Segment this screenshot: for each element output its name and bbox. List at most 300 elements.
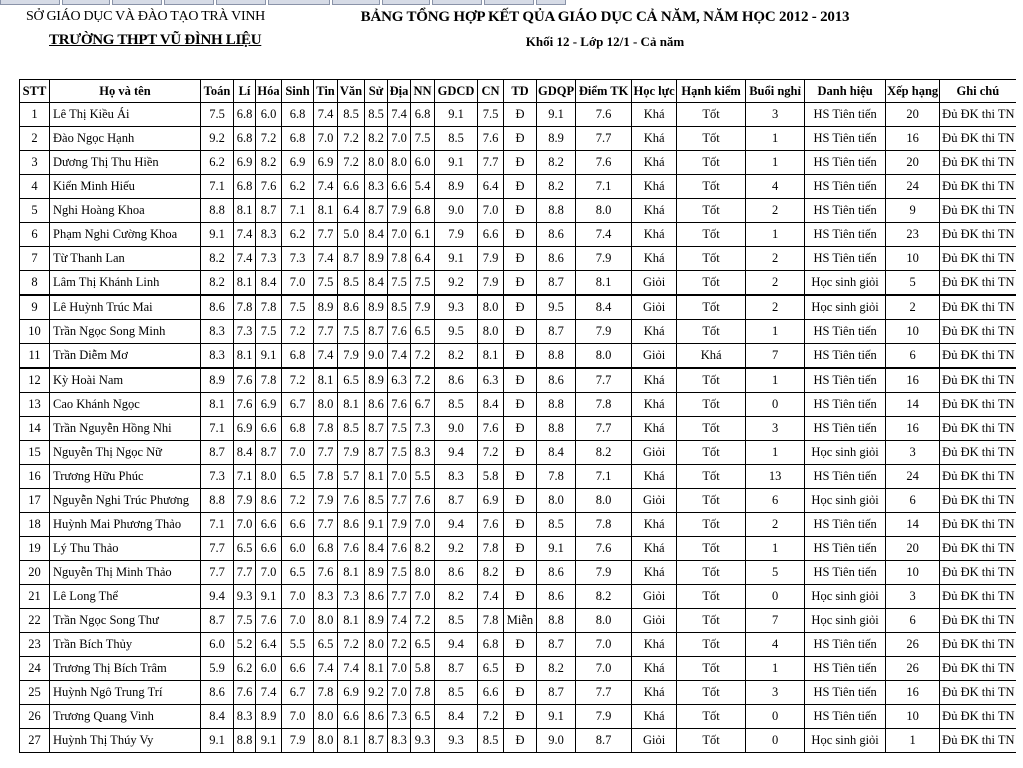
cell-sinh: 7.2 [282, 489, 314, 513]
cell-td: Đ [504, 417, 537, 441]
cell-li: 7.1 [234, 465, 256, 489]
cell-toan: 8.6 [201, 681, 234, 705]
cell-toan: 6.2 [201, 151, 234, 175]
cell-gdcd: 9.4 [435, 441, 478, 465]
cell-nn: 8.3 [411, 441, 435, 465]
cell-hoa: 6.0 [256, 657, 282, 681]
cell-gdqp: 8.6 [537, 561, 576, 585]
cell-cn: 8.4 [478, 393, 504, 417]
cell-xep-hang: 26 [886, 657, 940, 681]
cell-ghi-chu: Đủ ĐK thi TN [940, 513, 1016, 537]
cell-van: 7.6 [338, 489, 365, 513]
cell-xep-hang: 3 [886, 441, 940, 465]
cell-danh-hieu: HS Tiên tiến [805, 393, 886, 417]
cell-stt: 12 [20, 368, 50, 393]
cell-diem-tk: 7.7 [576, 368, 632, 393]
cell-tin: 7.8 [314, 681, 338, 705]
cell-hanh-kiem: Tốt [677, 441, 746, 465]
cell-toan: 8.3 [201, 320, 234, 344]
cell-td: Đ [504, 705, 537, 729]
cell-xep-hang: 24 [886, 465, 940, 489]
cell-danh-hieu: HS Tiên tiến [805, 537, 886, 561]
table-row [20, 681, 1016, 705]
cell-li: 7.4 [234, 223, 256, 247]
cell-stt: 2 [20, 127, 50, 151]
cell-nn: 6.4 [411, 247, 435, 271]
cell-stt: 4 [20, 175, 50, 199]
cell-li: 9.3 [234, 585, 256, 609]
cell-name: Lê Long Thể [50, 585, 201, 609]
cell-danh-hieu: HS Tiên tiến [805, 513, 886, 537]
cell-cn: 5.8 [478, 465, 504, 489]
cell-diem-tk: 7.6 [576, 103, 632, 127]
cell-su: 8.6 [365, 393, 388, 417]
cell-ghi-chu: Đủ ĐK thi TN [940, 320, 1016, 344]
cell-toan: 8.2 [201, 247, 234, 271]
cell-sinh: 7.0 [282, 705, 314, 729]
cell-xep-hang: 26 [886, 633, 940, 657]
cell-name: Nguyễn Thị Minh Thảo [50, 561, 201, 585]
cell-stt: 11 [20, 344, 50, 369]
cell-su: 8.0 [365, 151, 388, 175]
cell-li: 6.8 [234, 127, 256, 151]
cell-van: 8.5 [338, 271, 365, 296]
cell-stt: 20 [20, 561, 50, 585]
cell-hanh-kiem: Khá [677, 344, 746, 369]
cell-cn: 8.5 [478, 729, 504, 753]
cell-diem-tk: 8.2 [576, 585, 632, 609]
cell-hoc-luc: Giỏi [632, 609, 677, 633]
cell-dia: 7.6 [388, 537, 411, 561]
cell-buoi-nghi: 1 [746, 223, 805, 247]
cell-sinh: 5.5 [282, 633, 314, 657]
cell-nn: 7.2 [411, 344, 435, 369]
cell-td: Miễn [504, 609, 537, 633]
cell-tin: 7.4 [314, 175, 338, 199]
column-header-hanh-kiem: Hạnh kiểm [677, 80, 746, 103]
cell-td: Đ [504, 681, 537, 705]
table-row [20, 199, 1016, 223]
cell-ghi-chu: Đủ ĐK thi TN [940, 368, 1016, 393]
cell-cn: 7.4 [478, 585, 504, 609]
table-row [20, 585, 1016, 609]
report-title: BẢNG TỔNG HỢP KẾT QỦA GIÁO DỤC CẢ NĂM, NĂM HỌC 2012 - 2013 [360, 9, 850, 25]
cell-cn: 7.6 [478, 127, 504, 151]
cell-diem-tk: 7.1 [576, 175, 632, 199]
cell-name: Trương Hữu Phúc [50, 465, 201, 489]
cell-li: 8.1 [234, 271, 256, 296]
cell-xep-hang: 6 [886, 609, 940, 633]
cell-nn: 7.8 [411, 681, 435, 705]
column-header-li: Lí [234, 80, 256, 103]
cell-gdqp: 8.8 [537, 393, 576, 417]
cell-cn: 7.9 [478, 247, 504, 271]
cell-stt: 19 [20, 537, 50, 561]
cell-stt: 27 [20, 729, 50, 753]
cell-td: Đ [504, 368, 537, 393]
table-row [20, 705, 1016, 729]
cell-hoa: 8.6 [256, 489, 282, 513]
cell-hanh-kiem: Tốt [677, 295, 746, 320]
cell-toan: 8.3 [201, 344, 234, 369]
cell-gdcd: 9.1 [435, 247, 478, 271]
cell-hanh-kiem: Tốt [677, 320, 746, 344]
cell-cn: 7.7 [478, 151, 504, 175]
column-header-name: Họ và tên [50, 80, 201, 103]
cell-ghi-chu: Đủ ĐK thi TN [940, 127, 1016, 151]
table-row [20, 609, 1016, 633]
cell-name: Trần Bích Thủy [50, 633, 201, 657]
cell-dia: 6.6 [388, 175, 411, 199]
cell-toan: 9.1 [201, 223, 234, 247]
cell-gdcd: 8.7 [435, 489, 478, 513]
cell-buoi-nghi: 4 [746, 633, 805, 657]
cell-van: 7.4 [338, 657, 365, 681]
cell-danh-hieu: HS Tiên tiến [805, 705, 886, 729]
table-row [20, 151, 1016, 175]
cell-xep-hang: 9 [886, 199, 940, 223]
cell-hoc-luc: Khá [632, 247, 677, 271]
cell-buoi-nghi: 4 [746, 175, 805, 199]
cell-td: Đ [504, 151, 537, 175]
cell-ghi-chu: Đủ ĐK thi TN [940, 705, 1016, 729]
cell-hanh-kiem: Tốt [677, 561, 746, 585]
cell-xep-hang: 10 [886, 320, 940, 344]
cell-tin: 7.5 [314, 271, 338, 296]
cell-buoi-nghi: 1 [746, 320, 805, 344]
cell-hoc-luc: Khá [632, 127, 677, 151]
cell-van: 8.1 [338, 561, 365, 585]
cell-nn: 6.0 [411, 151, 435, 175]
cell-buoi-nghi: 3 [746, 103, 805, 127]
cell-van: 7.9 [338, 441, 365, 465]
cell-sinh: 6.6 [282, 657, 314, 681]
cell-stt: 7 [20, 247, 50, 271]
cell-nn: 5.5 [411, 465, 435, 489]
cell-hoc-luc: Giỏi [632, 344, 677, 369]
cell-gdcd: 9.5 [435, 320, 478, 344]
cell-td: Đ [504, 729, 537, 753]
cell-li: 6.8 [234, 175, 256, 199]
cell-name: Lê Huỳnh Trúc Mai [50, 295, 201, 320]
cell-gdqp: 8.7 [537, 633, 576, 657]
table-row [20, 729, 1016, 753]
cell-dia: 7.9 [388, 513, 411, 537]
cell-hoc-luc: Khá [632, 393, 677, 417]
column-header-xep-hang: Xếp hạng [886, 80, 940, 103]
cell-gdcd: 8.6 [435, 561, 478, 585]
cell-gdcd: 8.4 [435, 705, 478, 729]
cell-hoc-luc: Khá [632, 465, 677, 489]
cell-gdqp: 8.7 [537, 320, 576, 344]
cell-su: 8.9 [365, 247, 388, 271]
cell-tin: 7.8 [314, 465, 338, 489]
cell-xep-hang: 23 [886, 223, 940, 247]
cell-cn: 6.4 [478, 175, 504, 199]
cell-buoi-nghi: 1 [746, 441, 805, 465]
column-header-ghi-chu: Ghi chú [940, 80, 1016, 103]
cell-diem-tk: 7.6 [576, 537, 632, 561]
cell-danh-hieu: Học sinh giỏi [805, 441, 886, 465]
cell-sinh: 7.2 [282, 320, 314, 344]
cell-cn: 7.2 [478, 705, 504, 729]
cell-td: Đ [504, 561, 537, 585]
cell-danh-hieu: HS Tiên tiến [805, 247, 886, 271]
cell-su: 8.4 [365, 537, 388, 561]
cell-li: 6.8 [234, 103, 256, 127]
cell-van: 7.2 [338, 127, 365, 151]
cell-dia: 7.4 [388, 103, 411, 127]
cell-tin: 7.8 [314, 417, 338, 441]
cell-stt: 10 [20, 320, 50, 344]
cell-diem-tk: 8.0 [576, 199, 632, 223]
cell-sinh: 6.5 [282, 465, 314, 489]
cell-van: 8.1 [338, 393, 365, 417]
cell-buoi-nghi: 0 [746, 729, 805, 753]
cell-nn: 5.8 [411, 657, 435, 681]
cell-van: 6.9 [338, 681, 365, 705]
cell-danh-hieu: Học sinh giỏi [805, 585, 886, 609]
column-header-gdqp: GDQP [537, 80, 576, 103]
cell-van: 8.5 [338, 417, 365, 441]
table-row [20, 561, 1016, 585]
cell-name: Từ Thanh Lan [50, 247, 201, 271]
cell-van: 8.1 [338, 609, 365, 633]
cell-van: 5.7 [338, 465, 365, 489]
cell-name: Trần Ngọc Song Minh [50, 320, 201, 344]
column-header-toan: Toán [201, 80, 234, 103]
cell-name: Nguyễn Nghi Trúc Phương [50, 489, 201, 513]
cell-dia: 6.3 [388, 368, 411, 393]
column-header-dia: Địa [388, 80, 411, 103]
cell-hoa: 7.2 [256, 127, 282, 151]
table-row [20, 320, 1016, 344]
cell-diem-tk: 7.0 [576, 657, 632, 681]
cell-ghi-chu: Đủ ĐK thi TN [940, 465, 1016, 489]
cell-li: 8.8 [234, 729, 256, 753]
cell-tin: 7.7 [314, 223, 338, 247]
cell-dia: 7.7 [388, 585, 411, 609]
cell-td: Đ [504, 127, 537, 151]
cell-ghi-chu: Đủ ĐK thi TN [940, 393, 1016, 417]
table-row [20, 417, 1016, 441]
table-row [20, 127, 1016, 151]
cell-van: 7.9 [338, 344, 365, 369]
cell-gdqp: 8.7 [537, 271, 576, 296]
cell-cn: 6.3 [478, 368, 504, 393]
cell-buoi-nghi: 2 [746, 199, 805, 223]
cell-danh-hieu: HS Tiên tiến [805, 320, 886, 344]
cell-gdqp: 8.2 [537, 657, 576, 681]
cell-stt: 18 [20, 513, 50, 537]
cell-sinh: 7.0 [282, 441, 314, 465]
cell-li: 7.6 [234, 368, 256, 393]
cell-buoi-nghi: 5 [746, 561, 805, 585]
cell-name: Kỳ Hoài Nam [50, 368, 201, 393]
cell-li: 8.4 [234, 441, 256, 465]
cell-hanh-kiem: Tốt [677, 417, 746, 441]
cell-buoi-nghi: 1 [746, 151, 805, 175]
cell-gdqp: 8.8 [537, 199, 576, 223]
cell-van: 8.6 [338, 513, 365, 537]
cell-hanh-kiem: Tốt [677, 247, 746, 271]
cell-td: Đ [504, 295, 537, 320]
cell-name: Trương Thị Bích Trâm [50, 657, 201, 681]
cell-hoa: 7.0 [256, 561, 282, 585]
cell-nn: 7.5 [411, 127, 435, 151]
cell-toan: 7.7 [201, 537, 234, 561]
cell-name: Lý Thu Thảo [50, 537, 201, 561]
column-header-nn: NN [411, 80, 435, 103]
cell-tin: 7.4 [314, 344, 338, 369]
cell-toan: 8.8 [201, 199, 234, 223]
cell-danh-hieu: HS Tiên tiến [805, 681, 886, 705]
cell-su: 8.0 [365, 633, 388, 657]
cell-nn: 7.0 [411, 513, 435, 537]
cell-diem-tk: 7.8 [576, 393, 632, 417]
cell-xep-hang: 16 [886, 681, 940, 705]
cell-gdcd: 8.2 [435, 585, 478, 609]
cell-diem-tk: 8.2 [576, 441, 632, 465]
cell-van: 5.0 [338, 223, 365, 247]
cell-su: 8.9 [365, 561, 388, 585]
cell-cn: 7.8 [478, 609, 504, 633]
cell-hoc-luc: Khá [632, 537, 677, 561]
cell-sinh: 7.3 [282, 247, 314, 271]
cell-hanh-kiem: Tốt [677, 127, 746, 151]
cell-hanh-kiem: Tốt [677, 103, 746, 127]
cell-gdcd: 8.5 [435, 393, 478, 417]
cell-hoa: 8.4 [256, 271, 282, 296]
cell-dia: 8.0 [388, 151, 411, 175]
cell-tin: 7.9 [314, 489, 338, 513]
cell-name: Lâm Thị Khánh Linh [50, 271, 201, 296]
cell-buoi-nghi: 0 [746, 585, 805, 609]
cell-van: 7.6 [338, 537, 365, 561]
cell-td: Đ [504, 441, 537, 465]
cell-hoc-luc: Khá [632, 151, 677, 175]
cell-hoa: 7.4 [256, 681, 282, 705]
cell-hoc-luc: Khá [632, 199, 677, 223]
cell-hoa: 7.8 [256, 368, 282, 393]
cell-hanh-kiem: Tốt [677, 657, 746, 681]
table-row [20, 295, 1016, 320]
cell-toan: 7.1 [201, 175, 234, 199]
cell-hoc-luc: Giỏi [632, 729, 677, 753]
cell-nn: 7.5 [411, 271, 435, 296]
cell-sinh: 6.9 [282, 151, 314, 175]
cell-sinh: 6.2 [282, 175, 314, 199]
cell-cn: 6.9 [478, 489, 504, 513]
cell-cn: 7.8 [478, 537, 504, 561]
cell-name: Đào Ngọc Hạnh [50, 127, 201, 151]
cell-buoi-nghi: 1 [746, 537, 805, 561]
cell-xep-hang: 20 [886, 537, 940, 561]
cell-hoc-luc: Khá [632, 417, 677, 441]
cell-li: 6.5 [234, 537, 256, 561]
cell-dia: 7.0 [388, 127, 411, 151]
cell-sinh: 7.9 [282, 729, 314, 753]
cell-hoc-luc: Giỏi [632, 271, 677, 296]
cell-li: 5.2 [234, 633, 256, 657]
cell-toan: 8.7 [201, 609, 234, 633]
table-row [20, 633, 1016, 657]
cell-danh-hieu: HS Tiên tiến [805, 175, 886, 199]
cell-ghi-chu: Đủ ĐK thi TN [940, 537, 1016, 561]
cell-tin: 8.0 [314, 705, 338, 729]
cell-hoa: 6.4 [256, 633, 282, 657]
cell-dia: 7.5 [388, 417, 411, 441]
cell-hoa: 8.0 [256, 465, 282, 489]
cell-su: 8.9 [365, 368, 388, 393]
cell-diem-tk: 7.7 [576, 127, 632, 151]
cell-dia: 7.5 [388, 561, 411, 585]
cell-toan: 7.5 [201, 103, 234, 127]
cell-diem-tk: 7.1 [576, 465, 632, 489]
cell-gdqp: 9.5 [537, 295, 576, 320]
cell-tin: 8.0 [314, 393, 338, 417]
column-header-buoi-nghi: Buổi nghỉ [746, 80, 805, 103]
cell-stt: 17 [20, 489, 50, 513]
cell-gdqp: 8.6 [537, 368, 576, 393]
cell-nn: 6.7 [411, 393, 435, 417]
cell-td: Đ [504, 489, 537, 513]
cell-sinh: 6.8 [282, 103, 314, 127]
cell-td: Đ [504, 199, 537, 223]
cell-name: Huỳnh Mai Phương Thảo [50, 513, 201, 537]
cell-stt: 6 [20, 223, 50, 247]
cell-van: 7.3 [338, 585, 365, 609]
cell-xep-hang: 16 [886, 368, 940, 393]
cell-su: 8.4 [365, 223, 388, 247]
cell-su: 8.7 [365, 441, 388, 465]
cell-sinh: 6.6 [282, 513, 314, 537]
cell-ghi-chu: Đủ ĐK thi TN [940, 103, 1016, 127]
cell-td: Đ [504, 633, 537, 657]
cell-cn: 7.2 [478, 441, 504, 465]
cell-gdcd: 7.9 [435, 223, 478, 247]
cell-sinh: 6.0 [282, 537, 314, 561]
cell-hanh-kiem: Tốt [677, 609, 746, 633]
cell-td: Đ [504, 247, 537, 271]
column-header-cn: CN [478, 80, 504, 103]
cell-ghi-chu: Đủ ĐK thi TN [940, 223, 1016, 247]
cell-buoi-nghi: 7 [746, 609, 805, 633]
cell-gdcd: 8.6 [435, 368, 478, 393]
cell-li: 7.4 [234, 247, 256, 271]
cell-sinh: 7.1 [282, 199, 314, 223]
cell-tin: 7.0 [314, 127, 338, 151]
cell-nn: 5.4 [411, 175, 435, 199]
column-header-td: TD [504, 80, 537, 103]
cell-ghi-chu: Đủ ĐK thi TN [940, 247, 1016, 271]
cell-hoc-luc: Giỏi [632, 585, 677, 609]
cell-li: 7.6 [234, 681, 256, 705]
cell-diem-tk: 7.0 [576, 633, 632, 657]
cell-hoc-luc: Khá [632, 633, 677, 657]
cell-gdqp: 8.5 [537, 513, 576, 537]
cell-stt: 1 [20, 103, 50, 127]
cell-gdqp: 9.0 [537, 729, 576, 753]
table-header-row [20, 80, 1016, 103]
cell-stt: 14 [20, 417, 50, 441]
cell-su: 8.5 [365, 103, 388, 127]
cell-gdcd: 9.0 [435, 417, 478, 441]
cell-su: 8.6 [365, 585, 388, 609]
cell-tin: 8.3 [314, 585, 338, 609]
cell-buoi-nghi: 1 [746, 368, 805, 393]
cell-cn: 8.0 [478, 320, 504, 344]
